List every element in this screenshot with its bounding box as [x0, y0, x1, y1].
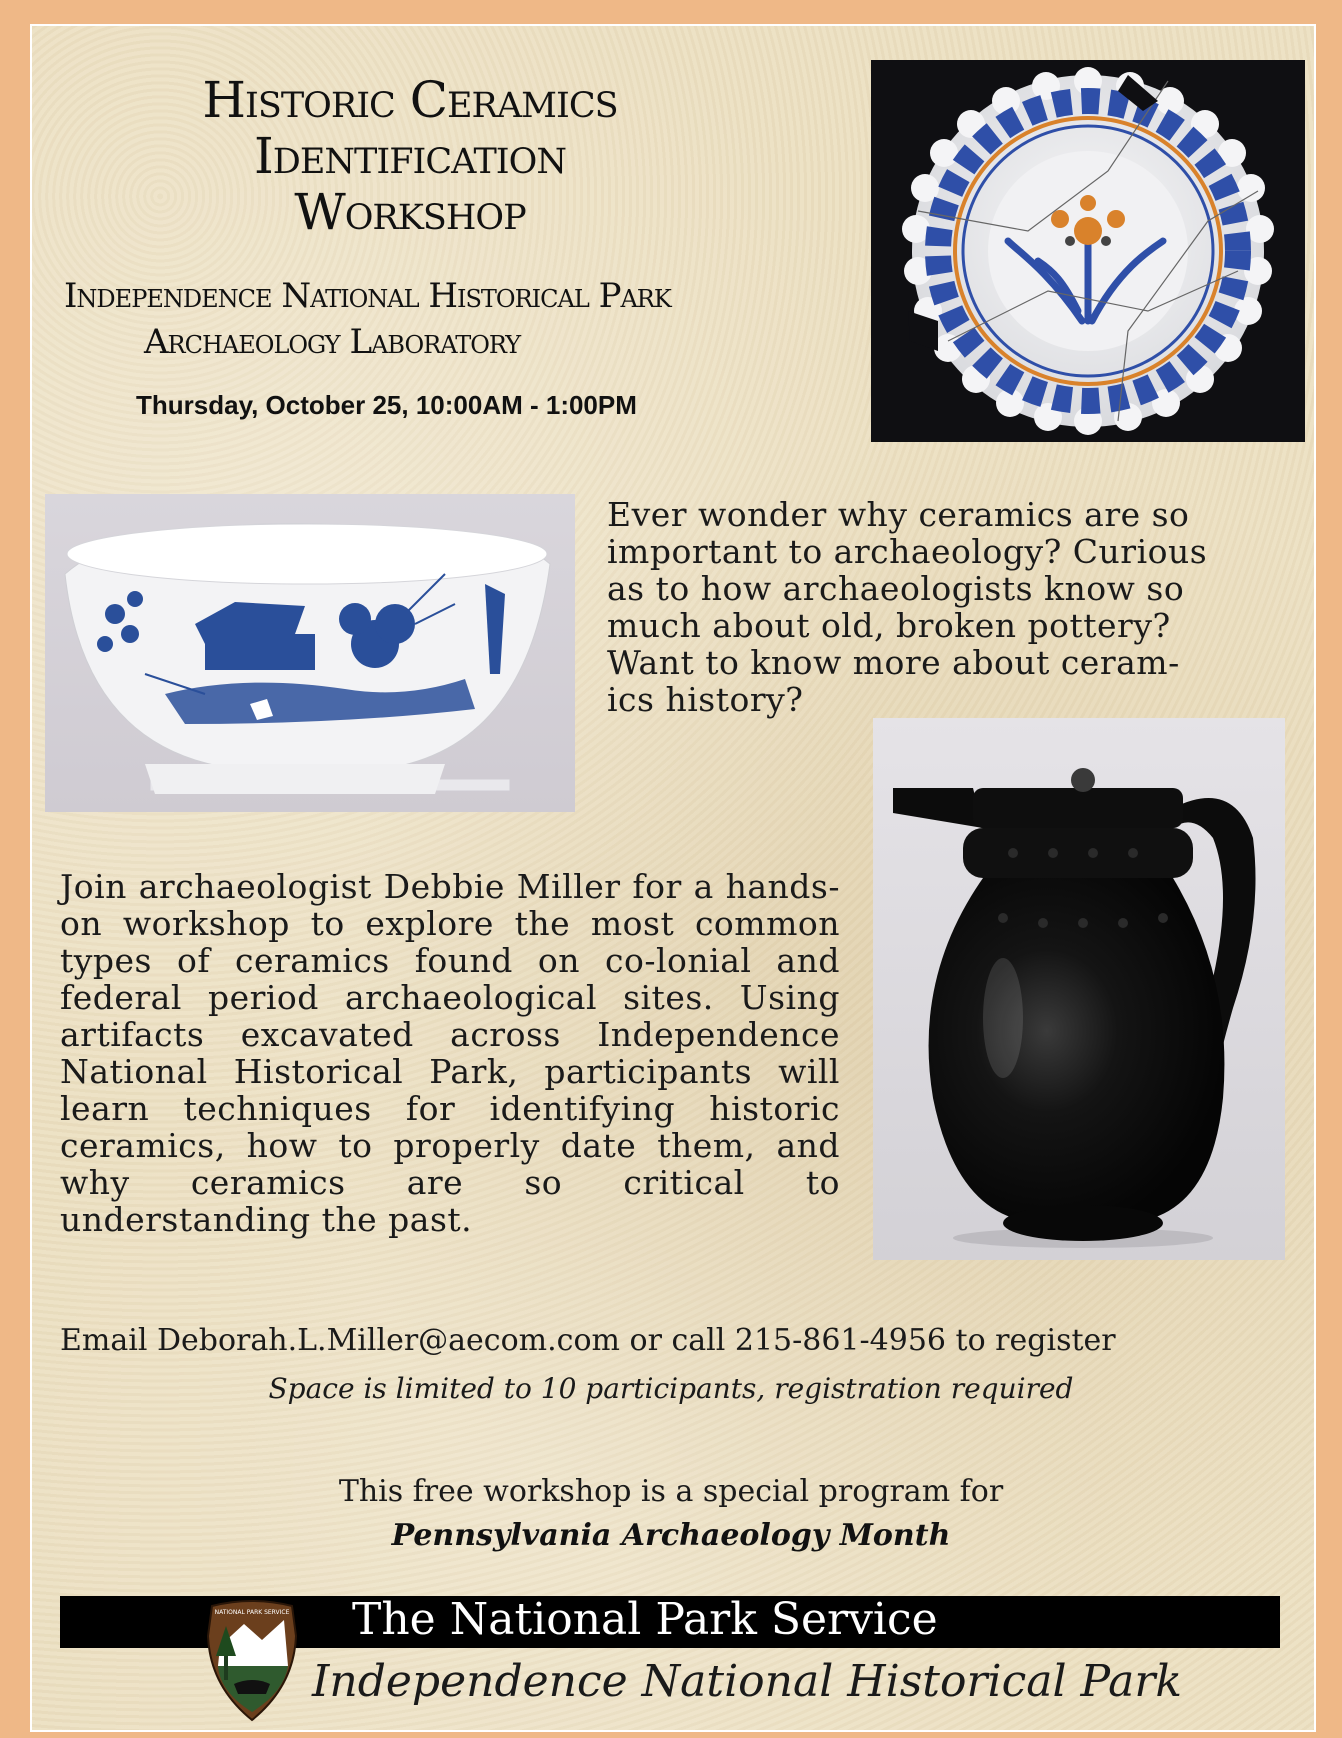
workshop-title [140, 72, 680, 240]
nps-arrowhead-logo [204, 1596, 300, 1722]
lab-name: Archaeology Laboratory [144, 322, 521, 362]
space-limit-note: Space is limited to 10 participants, registration required [268, 1372, 1074, 1405]
intro-line: Want to know more about ceram- [607, 643, 1180, 682]
plate-icon [871, 60, 1305, 442]
registration-contact: Email Deborah.L.Miller@aecom.com or call 215-861-4956 to register [60, 1323, 1116, 1358]
title-line-1: Historic Ceramics [202, 71, 618, 129]
title-line-3: Workshop [294, 183, 526, 241]
bowl-icon [45, 494, 575, 812]
event-date: Thursday, October 25, 10:00AM - 1:00PM [136, 390, 637, 420]
porcelain-bowl-photo [45, 494, 575, 812]
intro-line: Ever wonder why ceramics are so [607, 495, 1190, 534]
nps-banner-subtitle: Independence National Historical Park [312, 1656, 1183, 1707]
park-name: Independence National Historical Park [64, 276, 671, 316]
svg-text:NATIONAL PARK SERVICE: NATIONAL PARK SERVICE [214, 1609, 290, 1616]
tin-glazed-plate-photo [871, 60, 1305, 442]
pitcher-icon [873, 718, 1285, 1260]
intro-line: much about old, broken pottery? [607, 606, 1171, 645]
black-glazed-pitcher-photo [873, 718, 1285, 1260]
title-line-2: Identification [254, 127, 566, 185]
nps-banner-title: The National Park Service [352, 1594, 938, 1645]
program-note: This free workshop is a special program for [338, 1474, 1004, 1509]
intro-text [607, 496, 1283, 718]
intro-line: ics history? [607, 680, 804, 719]
intro-line: as to how archaeologists know so [607, 569, 1185, 608]
intro-line: important to archaeology? Curious [607, 532, 1208, 571]
archaeology-month: Pennsylvania Archaeology Month [391, 1518, 951, 1553]
workshop-description: Join archaeologist Debbie Miller for a hands-on workshop to explore the most common types of ceramics found on co-lonial and federal period archaeological sites. Using artifacts excavated across Independence National Historical Park, participants will learn techniques for identifying historic ceramics, how to properly date them, and why ceramics are so critical to understanding the past. [60, 867, 840, 1239]
